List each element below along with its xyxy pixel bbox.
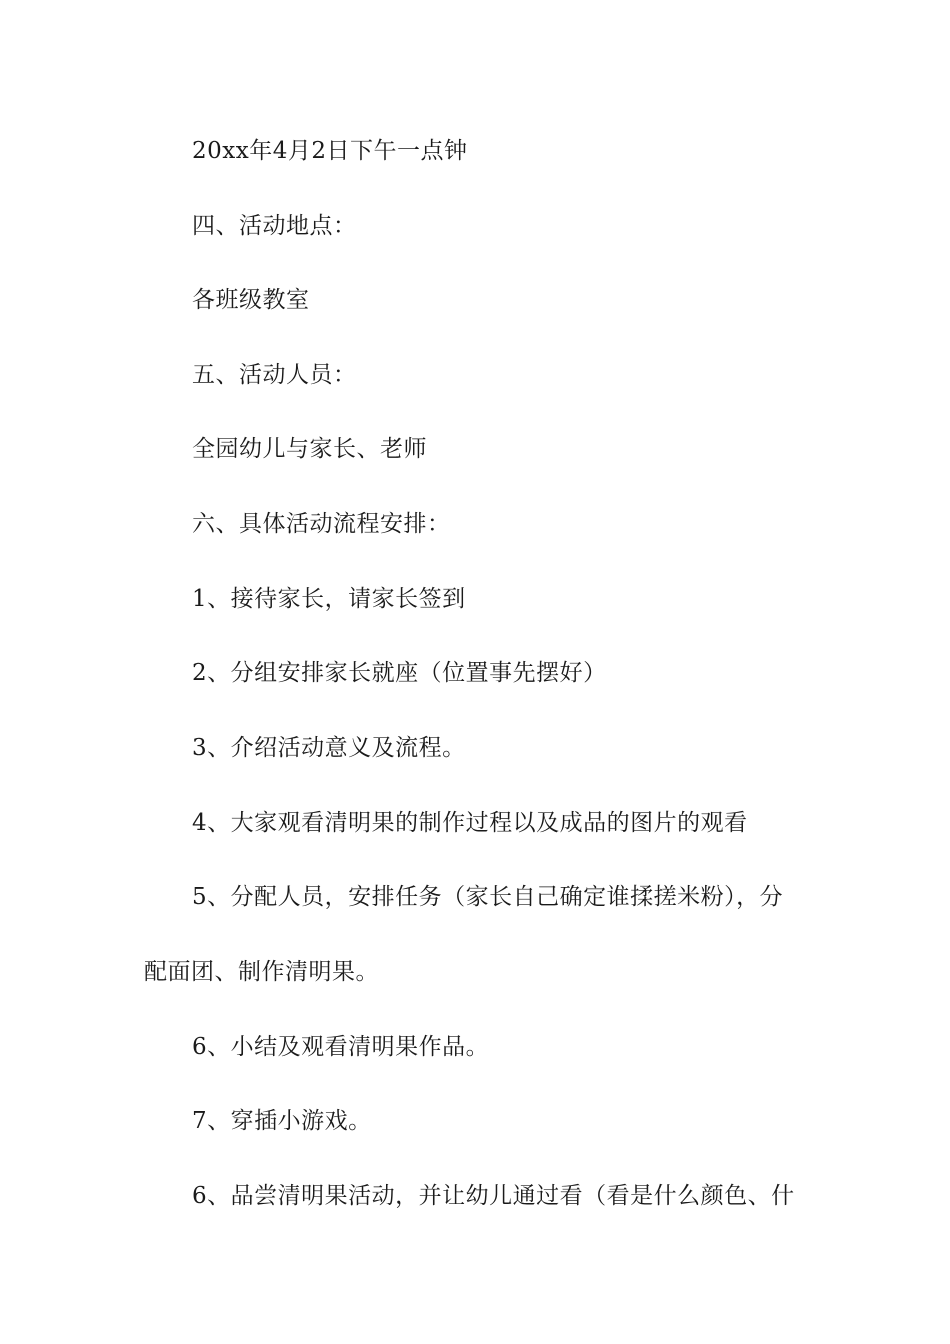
section-heading-process: 六、具体活动流程安排：: [192, 511, 451, 537]
process-step-3: 3、介绍活动意义及流程。: [192, 735, 466, 761]
process-step-6: 6、小结及观看清明果作品。: [192, 1034, 490, 1060]
process-step-5-continued: 配面团、制作清明果。: [144, 959, 379, 985]
process-step-1: 1、接待家长，请家长签到: [192, 586, 466, 612]
process-step-7: 7、穿插小游戏。: [192, 1108, 372, 1134]
time-line: 20xx年4月2日下午一点钟: [192, 138, 468, 164]
participants-text: 全园幼儿与家长、老师: [192, 436, 427, 462]
section-heading-participants: 五、活动人员：: [192, 362, 357, 388]
process-step-6-tasting: 6、品尝清明果活动，并让幼儿通过看（看是什么颜色、什: [192, 1183, 795, 1209]
section-heading-location: 四、活动地点：: [192, 213, 357, 239]
process-step-5: 5、分配人员，安排任务（家长自己确定谁揉搓米粉），分: [192, 884, 784, 910]
location-text: 各班级教室: [192, 287, 310, 313]
process-step-2: 2、分组安排家长就座（位置事先摆好）: [192, 660, 607, 686]
process-step-4: 4、大家观看清明果的制作过程以及成品的图片的观看: [192, 810, 748, 836]
